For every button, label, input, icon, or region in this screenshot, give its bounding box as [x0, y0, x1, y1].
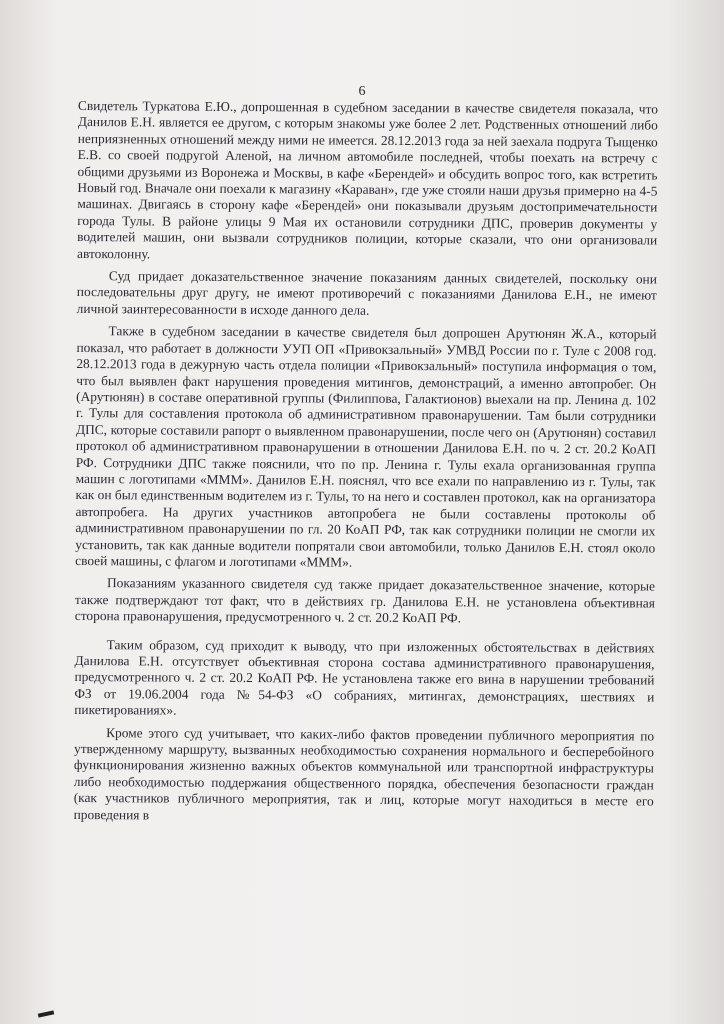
page-number: 6 — [358, 84, 366, 99]
scan-edge-mark — [38, 1010, 54, 1017]
paragraph-court-assessment-witnesses: Суд придает доказательственное значение показаниям данных свидетелей, поскольку они последовательны друг другу, не имеют противоречий с показаниями Данилова Е.Н., не имеют личной заинтересованности в исходе данного дела. — [76, 268, 657, 318]
paragraph-additional-considerations: Кроме этого суд учитывает, что каких-либо фактов проведении публичного мероприятия по утвержденному маршруту, вызванных необходимостью сохранения нормального и бесперебойного функционирования жизненно важных объектов коммунальной или транспортной инфраструктуры либо необходимостью поддержания общественного порядка, обеспечения безопасности граждан (как участников публичного мероприятия, так и лиц, которые могут находиться в месте его проведения в — [73, 724, 655, 823]
paragraph-witness-arutyunyan: Также в судебном заседании в качестве свидетеля был допрошен Арутюнян Ж.А., который показал, что работает в должности УУП ОП «Привокзальный» УМВД России по г. Туле с 2008 год. 28.12.2013 года в дежурную часть отдела полиции «Привокзальный» поступила информация о том, что был выявлен факт нарушения проведения митингов, демонстраций, а именно автопробег. Он (Арутюнян) в составе оперативной группы (Филиппова, Галактионов) выехали на пр. Ленина д. 102 г. Тулы для составления протокола об административном правонарушении. Там были сотрудники ДПС, которые составили рапорт о выявленном правонарушении, после чего он (Арутюнян) составил протокол об административном правонарушении в отношении Данилова Е.Н. по ч. 2 ст. 20.2 КоАП РФ. Сотрудники ДПС также пояснили, что по пр. Ленина г. Тулы ехала организованная группа машин с логотипами «МММ». Данилов Е.Н. пояснял, что все ехали по направлению из г. Тулы, так как он был единственным водителем из г. Тулы, то на него и составлен протокол, как на организатора автопробега. На других участников автопробега не были составлены протоколы об административном правонарушении по гл. 20 КоАП РФ, так как сотрудники полиции не смогли их установить, так как данные водители попрятали свои автомобили, только Данилов Е.Н. стоял около своей машины, с флагом и логотипами «МММ». — [75, 323, 657, 570]
paragraph-court-assessment-arutyunyan: Показаниям указанного свидетеля суд также придает доказательственное значение, которые также подтверждают тот факт, что в действиях гр. Данилова Е.Н. не установлена объективная сторона правонарушения, предусмотренного ч. 2 ст. 20.2 КоАП РФ. — [74, 575, 656, 626]
paragraph-witness-turkatova: Свидетель Туркатова Е.Ю., допрошенная в судебном заседании в качестве свидетеля показала, что Данилов Е.Н. является ее другом, с которым знакомы уже более 2 лет. Родственных отношений либо неприязненных отношений между ними не имеется. 28.12.2013 года за ней заехала подруга Тыщенко Е.В. со своей подругой Аленой, на личном автомобиле последней, чтобы поехать на встречу с общими друзьями из Воронежа и Москвы, в кафе «Берендей» и обсудить вопрос того, как встретить Новый год. Вначале они поехали к магазину «Караван», где уже стояли наши друзья примерно на 4-5 машинах. Двигаясь в сторону кафе «Берендей» они показывали друзьям достопримечательности города Тулы. В районе улицы 9 Мая их остановили сотрудники ДПС, проверив документы у водителей машин, они вызвали сотрудников полиции, которые сказали, что они организовали автоколонну. — [77, 98, 658, 262]
paragraph-court-conclusion: Таким образом, суд приходит к выводу, что при изложенных обстоятельствах в действиях Данилова Е.Н. отсутствует объективная сторона состава административного правонарушения, предусмотренного ч. 2 ст. 20.2 КоАП РФ. Не установлена также его вина в нарушении требований ФЗ от 19.06.2004 года №54-ФЗ «О собраниях, митингах, демонстрациях, шествиях и пикетированиях». — [74, 636, 655, 718]
document-body — [74, 98, 658, 833]
